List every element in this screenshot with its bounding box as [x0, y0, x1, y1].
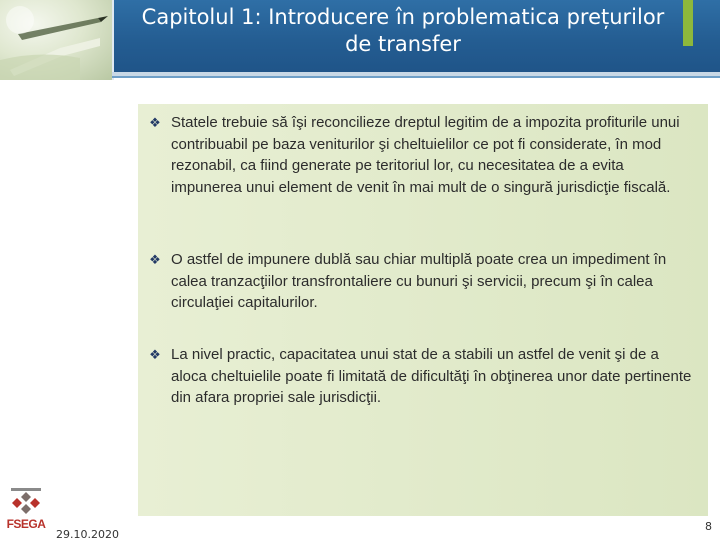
bullet-text: La nivel practic, capacitatea unui stat de a stabili un astfel de venit şi de a aloca cheltuielile poate fi limitată de dificultăţi în obţinerea unor date pertinente din afara propriei sale jurisdicţii. [171, 346, 692, 406]
bullet-item [148, 344, 696, 409]
header-separator [112, 0, 114, 80]
header-photo-pen-icon [0, 0, 112, 80]
green-accent-bar [683, 0, 693, 46]
page-number: 8 [705, 520, 712, 533]
bullet-text: O astfel de impunere dublă sau chiar multiplă poate crea un impediment în calea tranzacţiilor transfrontaliere cu bunuri şi servicii, precum şi în calea circulaţiei capitalurilor. [171, 251, 667, 311]
diamond-bullet-icon: ❖ [149, 252, 161, 267]
slide-title: Capitolul 1: Introducere în problematica prețurilor de transfer [141, 5, 665, 56]
slide-date: 29.10.2020 [56, 528, 119, 541]
content-box [138, 104, 708, 516]
university-logo-icon [3, 484, 49, 536]
bullet-item [148, 249, 696, 314]
diamond-bullet-icon: ❖ [149, 115, 161, 130]
diamond-bullet-icon: ❖ [149, 347, 161, 362]
header-underline-dark [112, 76, 720, 78]
bullet-text: Statele trebuie să îşi reconcilieze dreptul legitim de a impozita profiturile unui contribuabil pe baza veniturilor şi cheltuielilor ce pot fi considerate, în mod rezonabil, ca fiind generate pe teritoriul lor, cu necesitatea de a evita impunerea unui element de venit în mai mult de o singură jurisdicţie fiscală. [171, 114, 680, 196]
bullet-item [148, 112, 696, 198]
logo-text: FSEGA [6, 517, 46, 531]
